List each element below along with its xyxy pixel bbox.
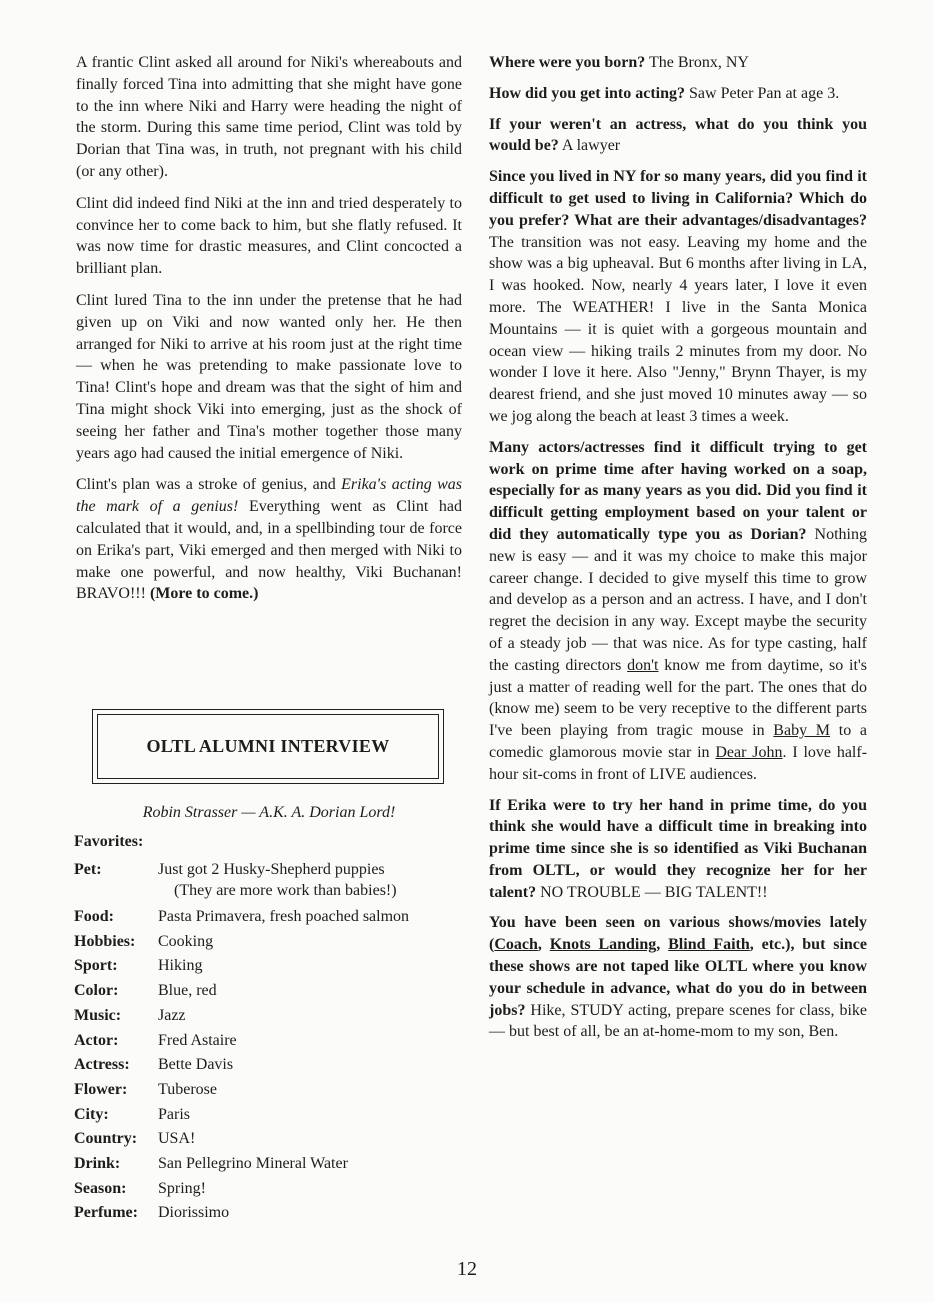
show-title: Knots Landing <box>549 936 657 954</box>
favorite-value: Pasta Primavera, fresh poached salmon <box>158 908 410 925</box>
favorite-row <box>74 1152 474 1177</box>
favorite-value: Blue, red <box>158 982 217 1000</box>
favorite-value-text: Just got 2 Husky-Shepherd puppies <box>158 861 385 878</box>
favorite-row <box>74 1053 474 1078</box>
story-paragraph <box>76 290 462 464</box>
favorite-label: Music: <box>74 1006 122 1024</box>
interview-byline: Robin Strasser — A.K. A. Dorian Lord! <box>142 804 396 821</box>
favorite-value: USA! <box>158 1130 196 1148</box>
show-title: Dear John <box>715 743 783 761</box>
favorites-list <box>74 858 474 1226</box>
favorite-value: Tuberose <box>158 1080 217 1098</box>
question-text: , etc.), but since these shows are not taped like OLTL where you know your schedule in advance, what do you do in between jobs? <box>489 936 868 1019</box>
favorites-heading: Favorites: <box>74 833 144 850</box>
answer: to a comedic glamorous movie star in <box>489 722 868 761</box>
favorite-label: Pet: <box>74 861 102 878</box>
answer: The transition was not easy. Leaving my home and the show was a big upheaval. But 6 months after living in LA, I was hooked. Now, nearly 4 years later, I love it even more. The WEATHER! I live in the Santa Monica Mountains — it is quiet with a gorgeous mountain and ocean view — hiking trails 2 minutes from my door. No wonder I love it here. Also "Jenny," Brynn Thayer, is my dearest friend, and she just moved 10 minutes away — so we jog along the beach at least 3 times a week. <box>489 233 867 425</box>
favorite-row <box>74 905 474 930</box>
answer: NO TROUBLE — BIG TALENT!! <box>536 883 768 901</box>
qa-paragraph <box>489 52 867 74</box>
section-title-box <box>92 709 444 784</box>
favorite-value: San Pellegrino Mineral Water <box>158 1155 348 1173</box>
favorite-label: Season: <box>74 1179 127 1197</box>
question-text: , <box>656 936 669 954</box>
favorite-row <box>74 1078 474 1103</box>
favorite-label: City: <box>74 1105 109 1123</box>
favorite-row <box>74 1029 474 1054</box>
qa-paragraph <box>489 795 867 904</box>
section-title: OLTL ALUMNI INTERVIEW <box>97 714 439 779</box>
story-paragraph <box>76 474 462 605</box>
favorite-row <box>74 1004 474 1029</box>
answer: The Bronx, NY <box>645 54 749 71</box>
question: If your weren't an actress, what do you think you would be? <box>489 115 867 155</box>
favorite-label: Actor: <box>74 1031 119 1049</box>
left-column <box>76 52 462 615</box>
show-title: Coach <box>494 936 538 954</box>
favorite-value <box>158 858 474 905</box>
favorite-label: Color: <box>74 982 119 1000</box>
show-title: Baby M <box>773 722 831 740</box>
paragraph-text: Everything went as Clint had calculated that it would, and, in a spellbinding tour de force on Erika's part, Viki emerged and then merged with Niki to make one powerful, and now healthy, Viki Buchanan! BRAVO!!! <box>76 498 462 603</box>
favorite-value: Cooking <box>158 932 214 950</box>
favorite-label: Sport: <box>74 957 118 975</box>
paragraph-text: Clint's plan was a stroke of genius, and <box>76 476 342 494</box>
paragraph-text: Clint lured Tina to the inn under the pretense that he had given up on Viki and now wanted only her. He then arranged for Niki to arrive at his room just at the right time — when he was pretending to make passionate love to Tina! Clint's hope and dream was that the sight of him and Tina might shock Viki into emerging, just as the shock of seeing her father and Tina's mother together those many years ago had caused the initial emergence of Niki. <box>76 291 462 462</box>
answer: Hike, STUDY acting, prepare scenes for class, bike — but best of all, be an at-home-mom to my son, Ben. <box>489 1001 867 1041</box>
favorite-row <box>74 1103 474 1128</box>
answer: . I love half-hour sit-coms in front of LIVE audiences. <box>489 743 868 783</box>
more-to-come: (More to come.) <box>149 585 259 603</box>
paragraph-text: A frantic Clint asked all around for Niki's whereabouts and finally forced Tina into admitting that she might have gone to the inn where Niki and Harry were heading the night of the storm. During this same time period, Clint was told by Dorian that Tina was, in truth, not pregnant with his child (or any other). <box>76 54 462 180</box>
favorite-value: Bette Davis <box>158 1056 234 1074</box>
show-title: Blind Faith <box>668 936 750 954</box>
qa-paragraph <box>489 114 867 158</box>
answer: A lawyer <box>558 137 621 155</box>
question: How did you get into acting? <box>489 84 686 102</box>
question-text: , <box>537 936 550 954</box>
favorite-value: Jazz <box>158 1006 186 1024</box>
favorite-label: Hobbies: <box>74 932 136 950</box>
underlined-word: don't <box>627 656 659 674</box>
favorite-label: Actress: <box>74 1056 130 1074</box>
question: Many actors/actresses find it difficult trying to get work on prime time after having worked on a soap, especially for as many years as you did. Did you find it difficult getting employment based on your talent or did they automatically type you as Dorian? <box>489 438 867 543</box>
story-paragraph <box>76 193 462 280</box>
favorite-label: Flower: <box>74 1080 128 1098</box>
favorite-row <box>74 930 474 955</box>
favorite-value: Spring! <box>158 1179 206 1197</box>
question: Since you lived in NY for so many years, did you find it difficult to get used to living in California? Which do you prefer? What are their advantages/disadvantages? <box>489 168 867 229</box>
favorite-row <box>74 1177 474 1202</box>
favorite-row <box>74 1201 474 1226</box>
qa-paragraph <box>489 83 867 105</box>
favorite-value: Diorissimo <box>158 1204 230 1222</box>
italic-emphasis: Erika's acting was the mark of a genius! <box>76 476 463 516</box>
favorite-row <box>74 1127 474 1152</box>
answer: Nothing new is easy — and it was my choice to make this major career change. I decided to give myself this time to grow and develop as a person and an actress. I have, and I don't regret the decision in any way. Except maybe the security of a steady job — that was nice. As for type casting, half the casting directors <box>489 525 868 674</box>
page-number: 12 <box>457 1258 477 1280</box>
paragraph-text: Clint did indeed find Niki at the inn and tried desperately to convince her to come back to him, but she flatly refused. It was now time for drastic measures, and Clint concocted a brilliant plan. <box>76 194 462 278</box>
favorite-value-note: (They are more work than babies!) <box>174 882 397 899</box>
favorite-label: Drink: <box>74 1155 121 1173</box>
favorite-row <box>74 954 474 979</box>
question: Where were you born? <box>489 54 646 71</box>
favorite-value: Paris <box>158 1105 190 1123</box>
answer: know me from daytime, so it's just a matter of reading well for the part. The ones that do (know me) seem to be very receptive to the different parts I've been playing from tragic mouse in <box>489 656 868 740</box>
right-column <box>489 52 867 1052</box>
qa-paragraph <box>489 437 867 786</box>
qa-paragraph <box>489 166 867 428</box>
favorite-value: Fred Astaire <box>158 1031 237 1049</box>
favorite-label: Food: <box>74 908 114 925</box>
qa-paragraph <box>489 912 867 1043</box>
story-paragraph <box>76 52 462 183</box>
favorite-row <box>74 858 474 905</box>
favorite-label: Perfume: <box>74 1204 138 1222</box>
favorite-row <box>74 979 474 1004</box>
question: If Erika were to try her hand in prime time, do you think she would have a difficult time in breaking into prime time since she is so identified as Viki Buchanan from OLTL, or would they recognize her for her talent? <box>489 796 867 901</box>
answer: Saw Peter Pan at age 3. <box>685 84 840 102</box>
favorite-value: Hiking <box>158 957 203 975</box>
question-text: You have been seen on various shows/movies lately ( <box>489 914 867 954</box>
favorite-label: Country: <box>74 1130 138 1148</box>
